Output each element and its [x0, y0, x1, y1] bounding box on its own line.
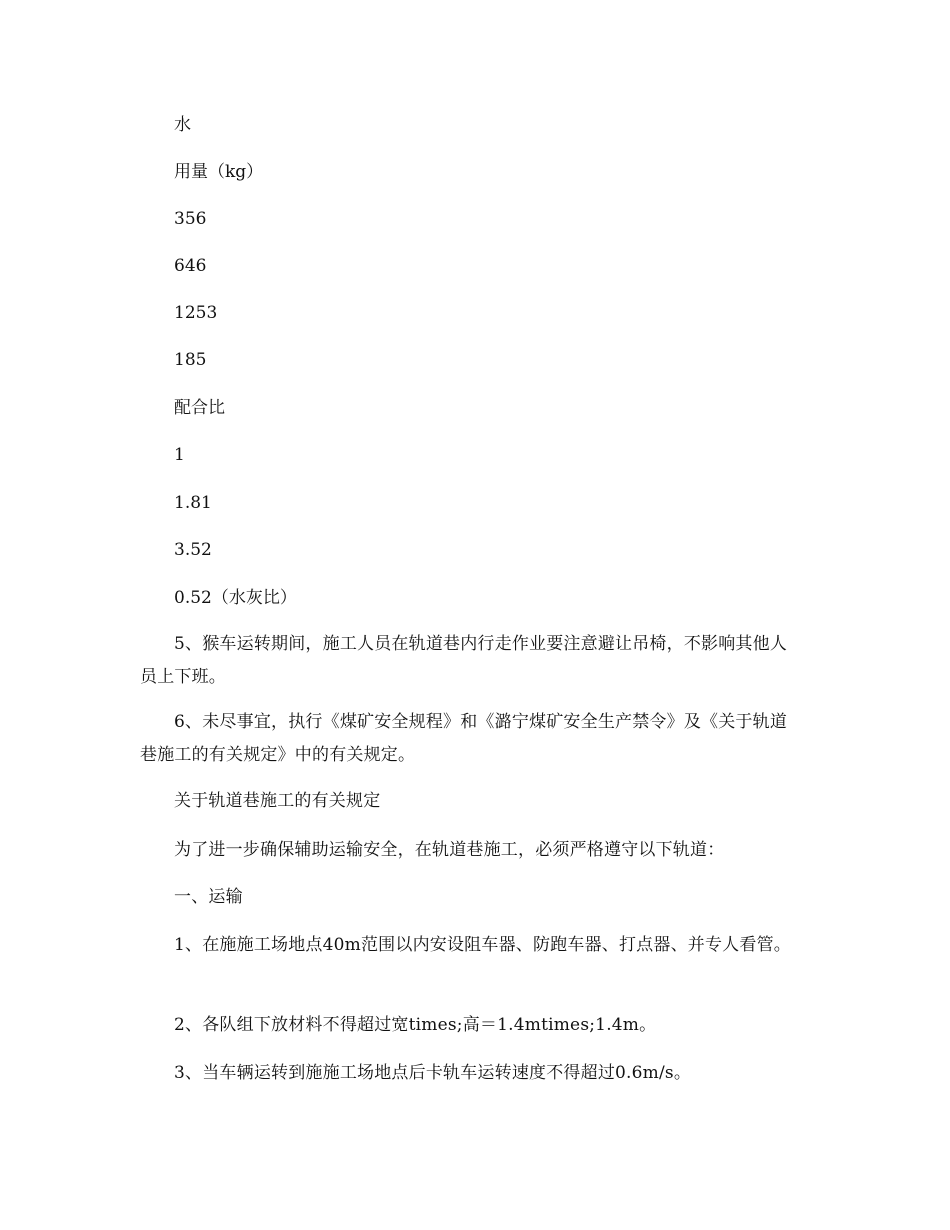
- paragraph-rule-3: 3、当车辆运转到施施工场地点后卡轨车运转速度不得超过0.6m/s。: [174, 1063, 692, 1083]
- table-cell-value: 1253: [174, 303, 218, 323]
- table-cell-usage-label: 用量（kg）: [174, 162, 264, 182]
- paragraph-intro: 为了进一步确保辅助运输安全，在轨道巷施工，必须严格遵守以下轨道：: [174, 840, 725, 860]
- table-cell-ratio-label: 配合比: [174, 398, 225, 418]
- table-cell-water: 水: [174, 115, 191, 135]
- table-cell-value: 646: [174, 256, 207, 276]
- table-cell-water-cement-ratio: 0.52（水灰比）: [174, 588, 297, 608]
- paragraph-rule-1: 1、在施施工场地点40m范围以内安设阻车器、防跑车器、打点器、并专人看管。: [174, 935, 791, 955]
- table-cell-value: 1: [174, 445, 185, 465]
- table-cell-value: 1.81: [174, 493, 212, 513]
- section-title-transport: 一、运输: [174, 887, 243, 907]
- paragraph-item-6: 6、未尽事宜，执行《煤矿安全规程》和《潞宁煤矿安全生产禁令》及《关于轨道巷施工的有关规定》中的有关规定。: [140, 712, 788, 765]
- paragraph-rule-2: 2、各队组下放材料不得超过宽times;高＝1.4mtimes;1.4m。: [174, 1015, 657, 1035]
- section-heading: 关于轨道巷施工的有关规定: [174, 791, 381, 811]
- table-cell-value: 3.52: [174, 540, 212, 560]
- table-cell-value: 356: [174, 209, 207, 229]
- table-cell-value: 185: [174, 350, 207, 370]
- paragraph-item-5: 5、猴车运转期间，施工人员在轨道巷内行走作业要注意避让吊椅，不影响其他人员上下班。: [140, 634, 788, 687]
